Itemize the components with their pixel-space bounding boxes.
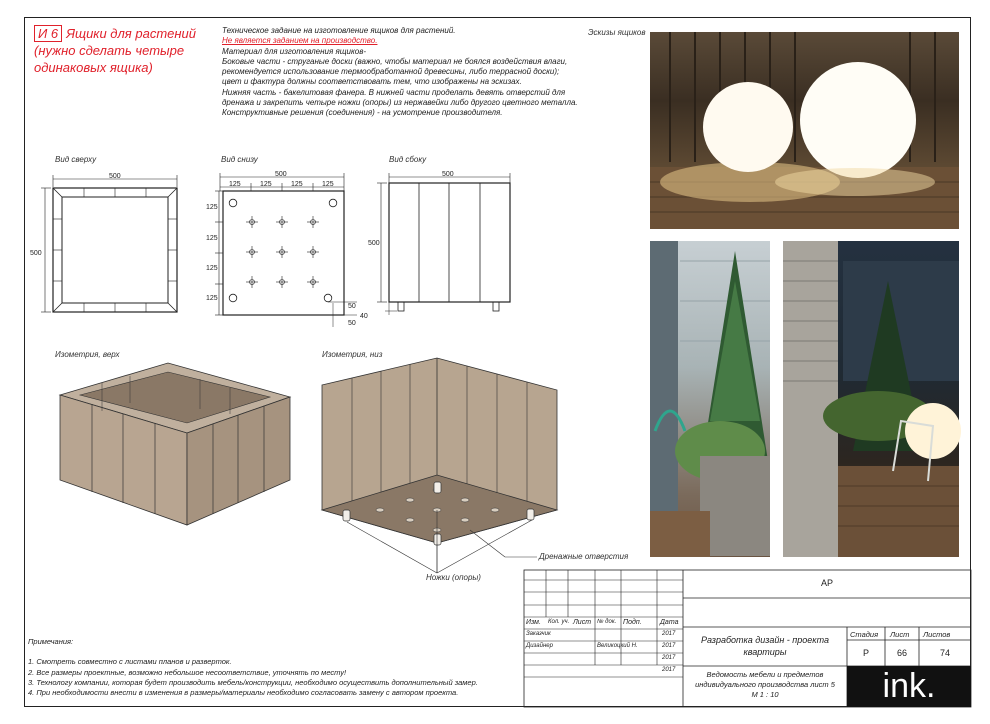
tb-header-doc: № док.: [597, 619, 617, 625]
tb-designer-name: Великоцкий Н.: [597, 643, 638, 649]
tb-project-line1: Разработка дизайн - проекта: [700, 635, 830, 645]
tb-project-line2: квартиры: [743, 647, 787, 657]
dim-bottom-50: 50: [348, 303, 356, 310]
tb-date: 2017: [662, 667, 676, 673]
label-sketches: Эскизы ящиков: [588, 28, 646, 37]
label-top-view: Вид сверху: [55, 155, 97, 164]
tb-date: 2017: [662, 631, 676, 637]
label-iso-bottom: Изометрия, низ: [322, 350, 383, 359]
spec-warning: Не является заданием на производство.: [222, 36, 378, 46]
tb-role-client: Заказчик: [526, 631, 551, 637]
tb-header-izm: Изм.: [526, 619, 541, 626]
label-bottom-view: Вид снизу: [221, 155, 258, 164]
spec-line: Нижняя часть - бакелитовая фанера. В нижней части проделать девять отверстий для: [222, 87, 566, 97]
dim-bottom-125-v: 125: [206, 295, 218, 302]
item-title-line2: (нужно сделать четыре: [34, 43, 185, 58]
spec-line: рекомендуется использование термообработанной древесины, либо террасной доски);: [222, 67, 560, 77]
dim-bottom-125: 125: [322, 181, 334, 188]
item-code: И 6: [34, 25, 62, 42]
item-title-line1: Ящики для растений: [66, 26, 196, 41]
tb-stage: Р: [862, 648, 869, 658]
tb-header-sheets: Листов: [923, 630, 951, 639]
tb-logo: ink.: [882, 667, 936, 705]
label-side-view: Вид сбоку: [389, 155, 427, 164]
dim-top-depth: 500: [30, 250, 42, 257]
tb-code: АР: [820, 578, 833, 588]
label-iso-top: Изометрия, верх: [55, 350, 120, 359]
tb-sheet: 66: [896, 648, 907, 658]
tb-date: 2017: [662, 643, 676, 649]
dim-side-width: 500: [442, 171, 454, 178]
dim-bottom-width: 500: [275, 171, 287, 178]
tb-desc-line1: Ведомость мебели и предметов: [706, 670, 824, 679]
note-item: 1. Смотреть совместно с листами планов и разверток.: [28, 657, 232, 667]
note-item: 3. Технологу компании, которая будет производить мебель/конструкции, необходимо осуществить дополнительный замер.: [28, 677, 478, 687]
tb-header-podp: Подп.: [623, 619, 642, 626]
dim-bottom-125-v: 125: [206, 265, 218, 272]
tb-header-stage: Стадия: [850, 630, 879, 639]
spec-line: цвет и фактура должны соответствовать тем, что изображены на эскизах.: [222, 77, 522, 87]
dim-bottom-125-v: 125: [206, 204, 218, 211]
tb-sheets: 74: [939, 648, 950, 658]
dim-bottom-125: 125: [229, 181, 241, 188]
dim-side-40: 40: [360, 313, 368, 320]
tb-header-sheet: Лист: [890, 630, 910, 639]
dim-bottom-50: 50: [348, 320, 356, 327]
note-item: 4. При необходимости внести в изменения в размеры/материалы необходимо согласовать замену с автором проекта.: [28, 688, 459, 698]
spec-line: Боковые части - струганые доски (важно, чтобы материал не боялся воздействия влаги,: [222, 56, 568, 66]
dim-top-width: 500: [109, 173, 121, 180]
tb-desc-line2: индивидуального производства лист 5: [695, 680, 835, 689]
spec-line: Техническое задание на изготовление ящиков для растений.: [222, 26, 456, 35]
tb-role-designer: Дизайнер: [526, 643, 553, 649]
spec-line: Материал для изготовления ящиков-: [222, 46, 367, 56]
spec-line: Конструктивные решения (соединения) - на усмотрение производителя.: [222, 108, 503, 118]
tb-header-list: Лист: [573, 619, 592, 626]
dim-side-height: 500: [368, 240, 380, 247]
callout-drain-holes: Дренажные отверстия: [539, 552, 629, 561]
spec-line: дренажа и закрепить четыре ножки (опоры) из нержавейки либо другого цветного металла.: [222, 98, 578, 108]
callout-legs: Ножки (опоры): [426, 573, 481, 582]
notes-heading: Примечания:: [28, 637, 74, 646]
dim-bottom-125: 125: [291, 181, 303, 188]
dim-bottom-125: 125: [260, 181, 272, 188]
dim-bottom-125-v: 125: [206, 235, 218, 242]
tb-date: 2017: [662, 655, 676, 661]
tb-header-date: Дата: [660, 619, 679, 626]
tb-header-kol: Кол. уч.: [548, 619, 570, 625]
tb-desc-line3: М 1 : 10: [751, 690, 779, 699]
note-item: 2. Все размеры проектные, возможно небольшое несоответствие, уточнять по месту!: [28, 667, 347, 677]
item-title-line3: одинаковых ящика): [34, 60, 153, 75]
